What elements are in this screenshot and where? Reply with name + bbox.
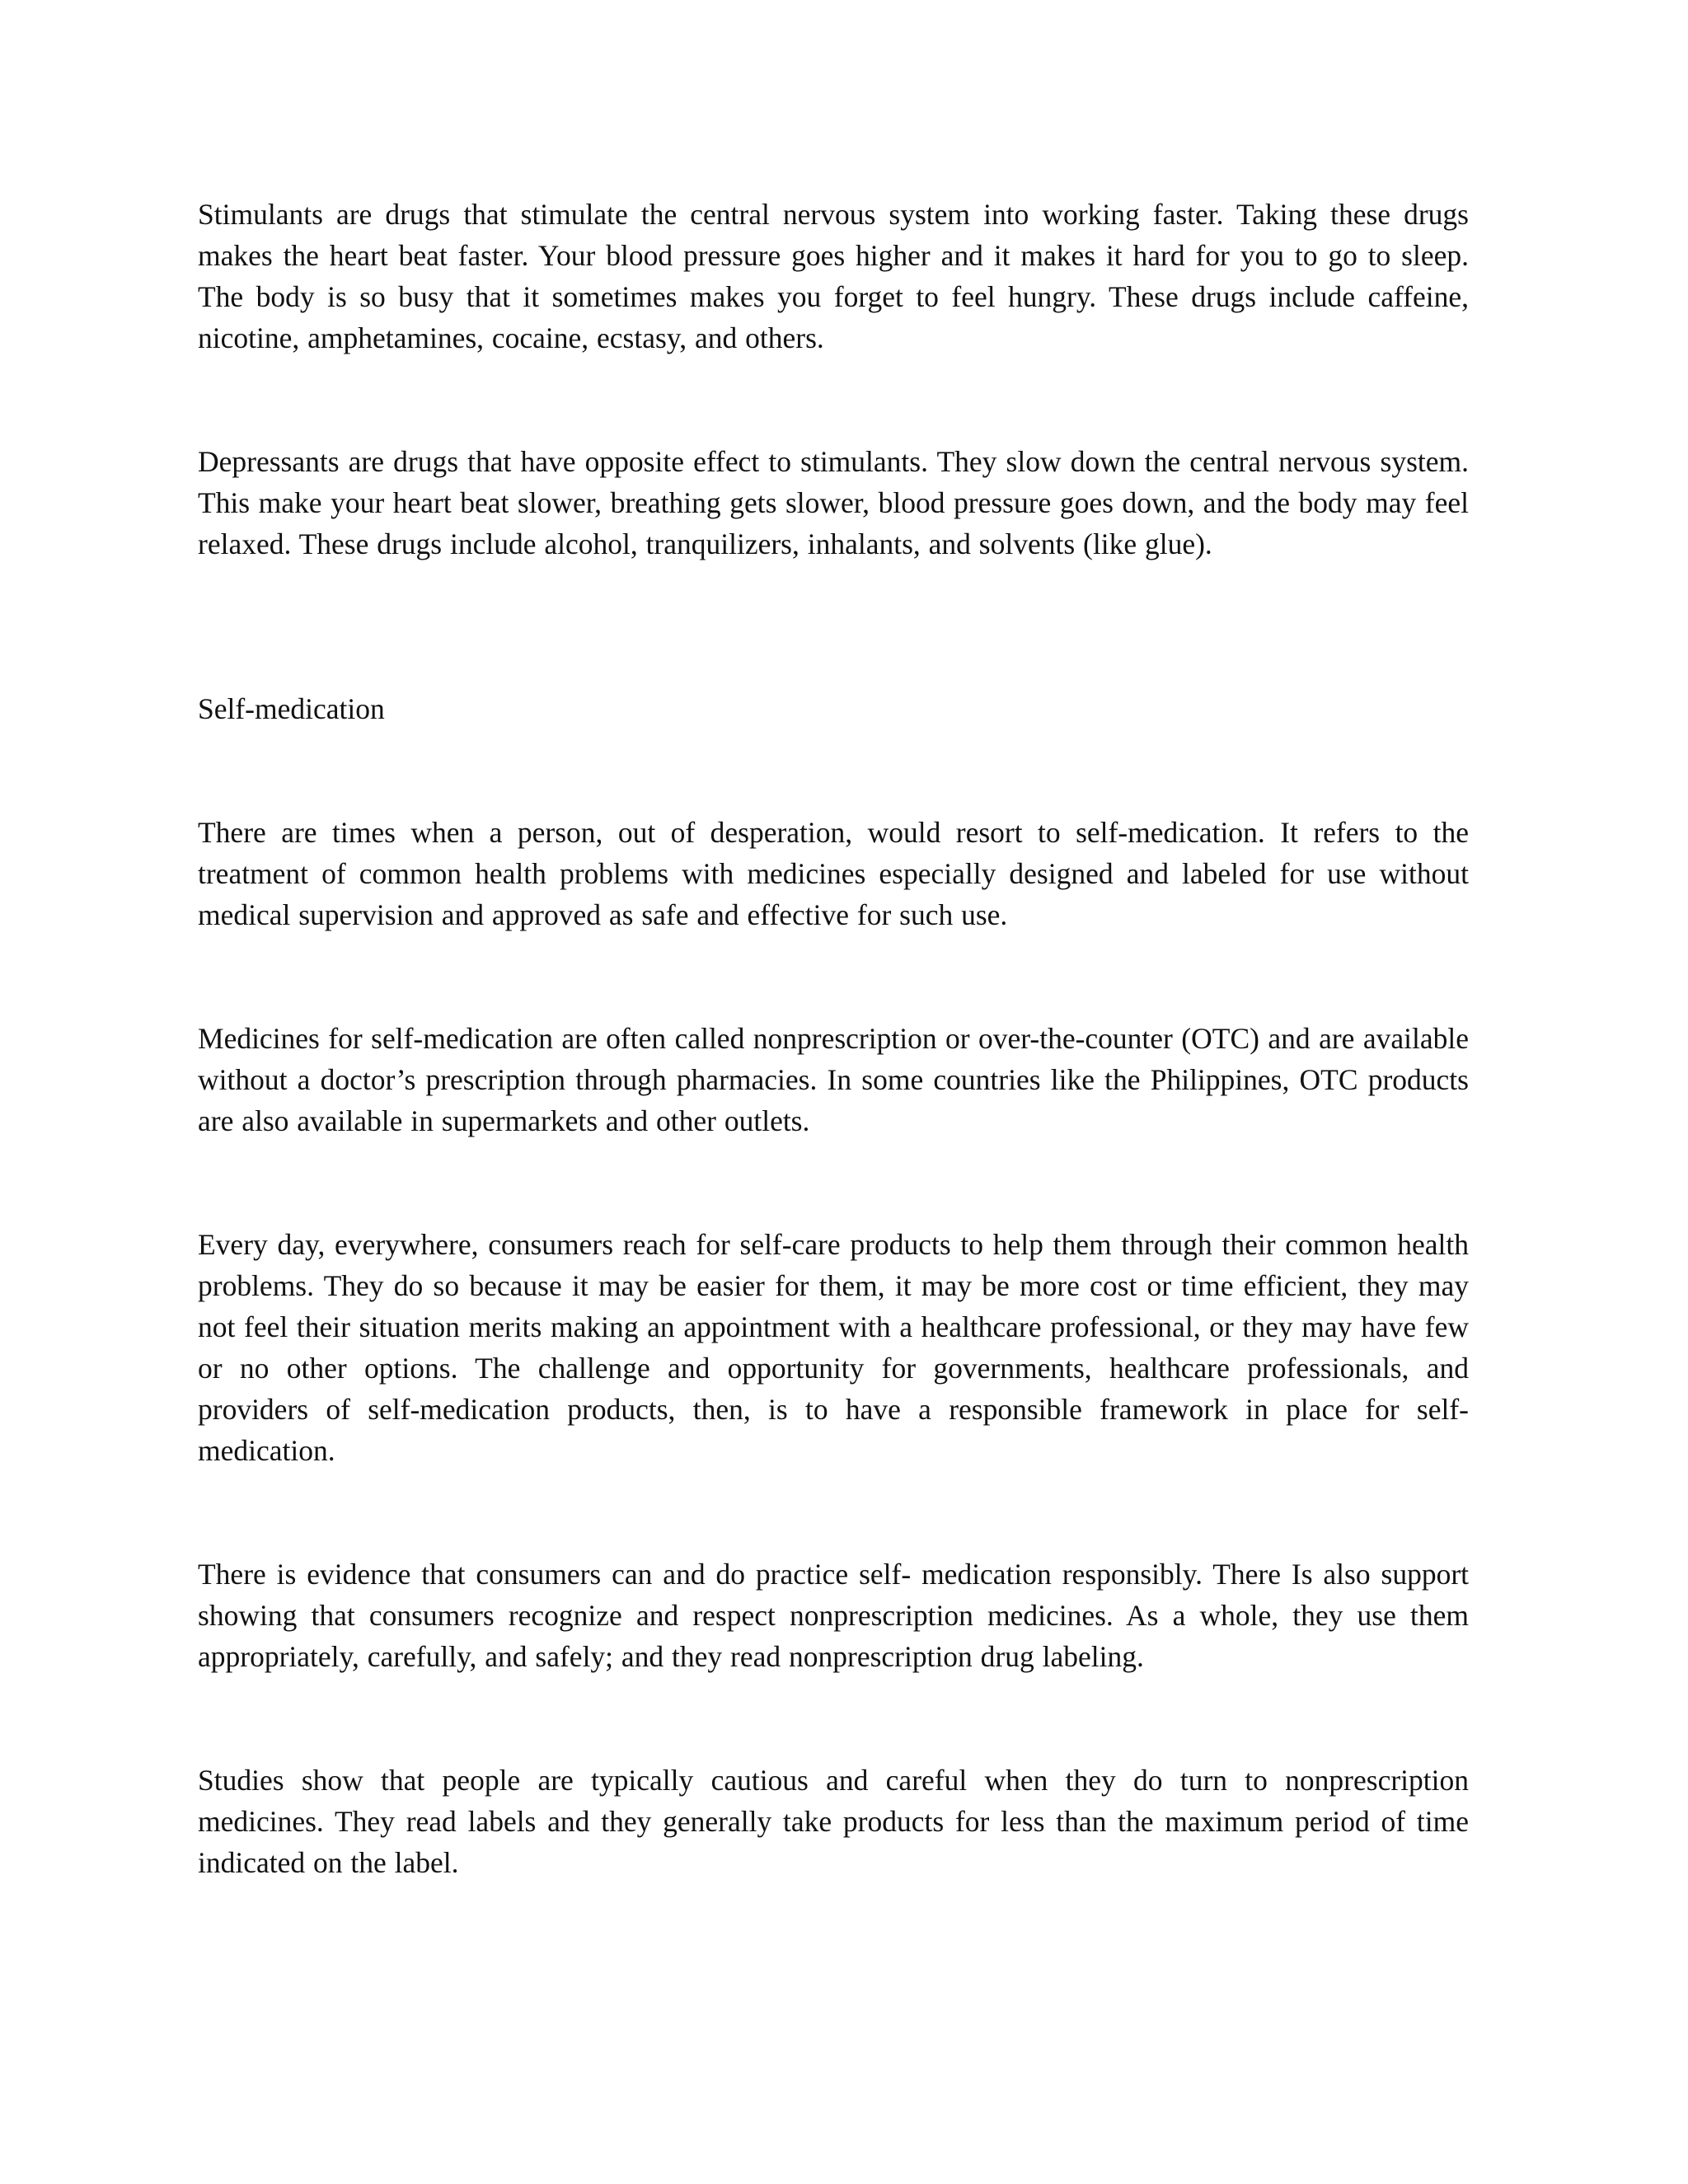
paragraph-otc-medicines: Medicines for self-medication are often called nonprescription or over-the-counter (OTC) and are available without a doctor’s prescription through pharmacies. In some countries like the Philippines, OTC products are also available in supermarkets and other outlets.: [198, 1022, 1469, 1137]
paragraph-stimulants: Stimulants are drugs that stimulate the central nervous system into working faster. Taking these drugs makes the heart beat faster. Your blood pressure goes higher and it makes it hard for you to go to sleep. The body is so busy that it sometimes makes you forget to feel hungry. These drugs include caffeine, nicotine, amphetamines, cocaine, ecstasy, and others.: [198, 198, 1469, 354]
paragraph-responsible-use: There is evidence that consumers can and do practice self- medication responsibly. There Is also support showing that consumers recognize and respect nonprescription medicines. As a whole, they use them appropriately, carefully, and safely; and they read nonprescription drug labeling.: [198, 1558, 1469, 1673]
paragraph-depressants: Depressants are drugs that have opposite effect to stimulants. They slow down the central nervous system. This make your heart beat slower, breathing gets slower, blood pressure goes down, and the body may feel relaxed. These drugs include alcohol, tranquilizers, inhalants, and solvents (like glue).: [198, 445, 1469, 560]
paragraph-self-medication-definition: There are times when a person, out of desperation, would resort to self-medication. It refers to the treatment of common health problems with medicines especially designed and labeled for use without medical supervision and approved as safe and effective for such use.: [198, 816, 1469, 931]
section-heading-self-medication: Self-medication: [198, 692, 385, 725]
paragraph-studies: Studies show that people are typically cautious and careful when they do turn to nonprescription medicines. They read labels and they generally take products for less than the maximum period of time indicated on the label.: [198, 1764, 1469, 1879]
paragraph-self-care-products: Every day, everywhere, consumers reach for self-care products to help them through their common health problems. They do so because it may be easier for them, it may be more cost or time efficient, they may not feel their situation merits making an appointment with a healthcare professional, or they may have few or no other options. The challenge and opportunity for governments, healthcare professionals, and providers of self-medication products, then, is to have a responsible framework in place for self-medication.: [198, 1228, 1469, 1467]
